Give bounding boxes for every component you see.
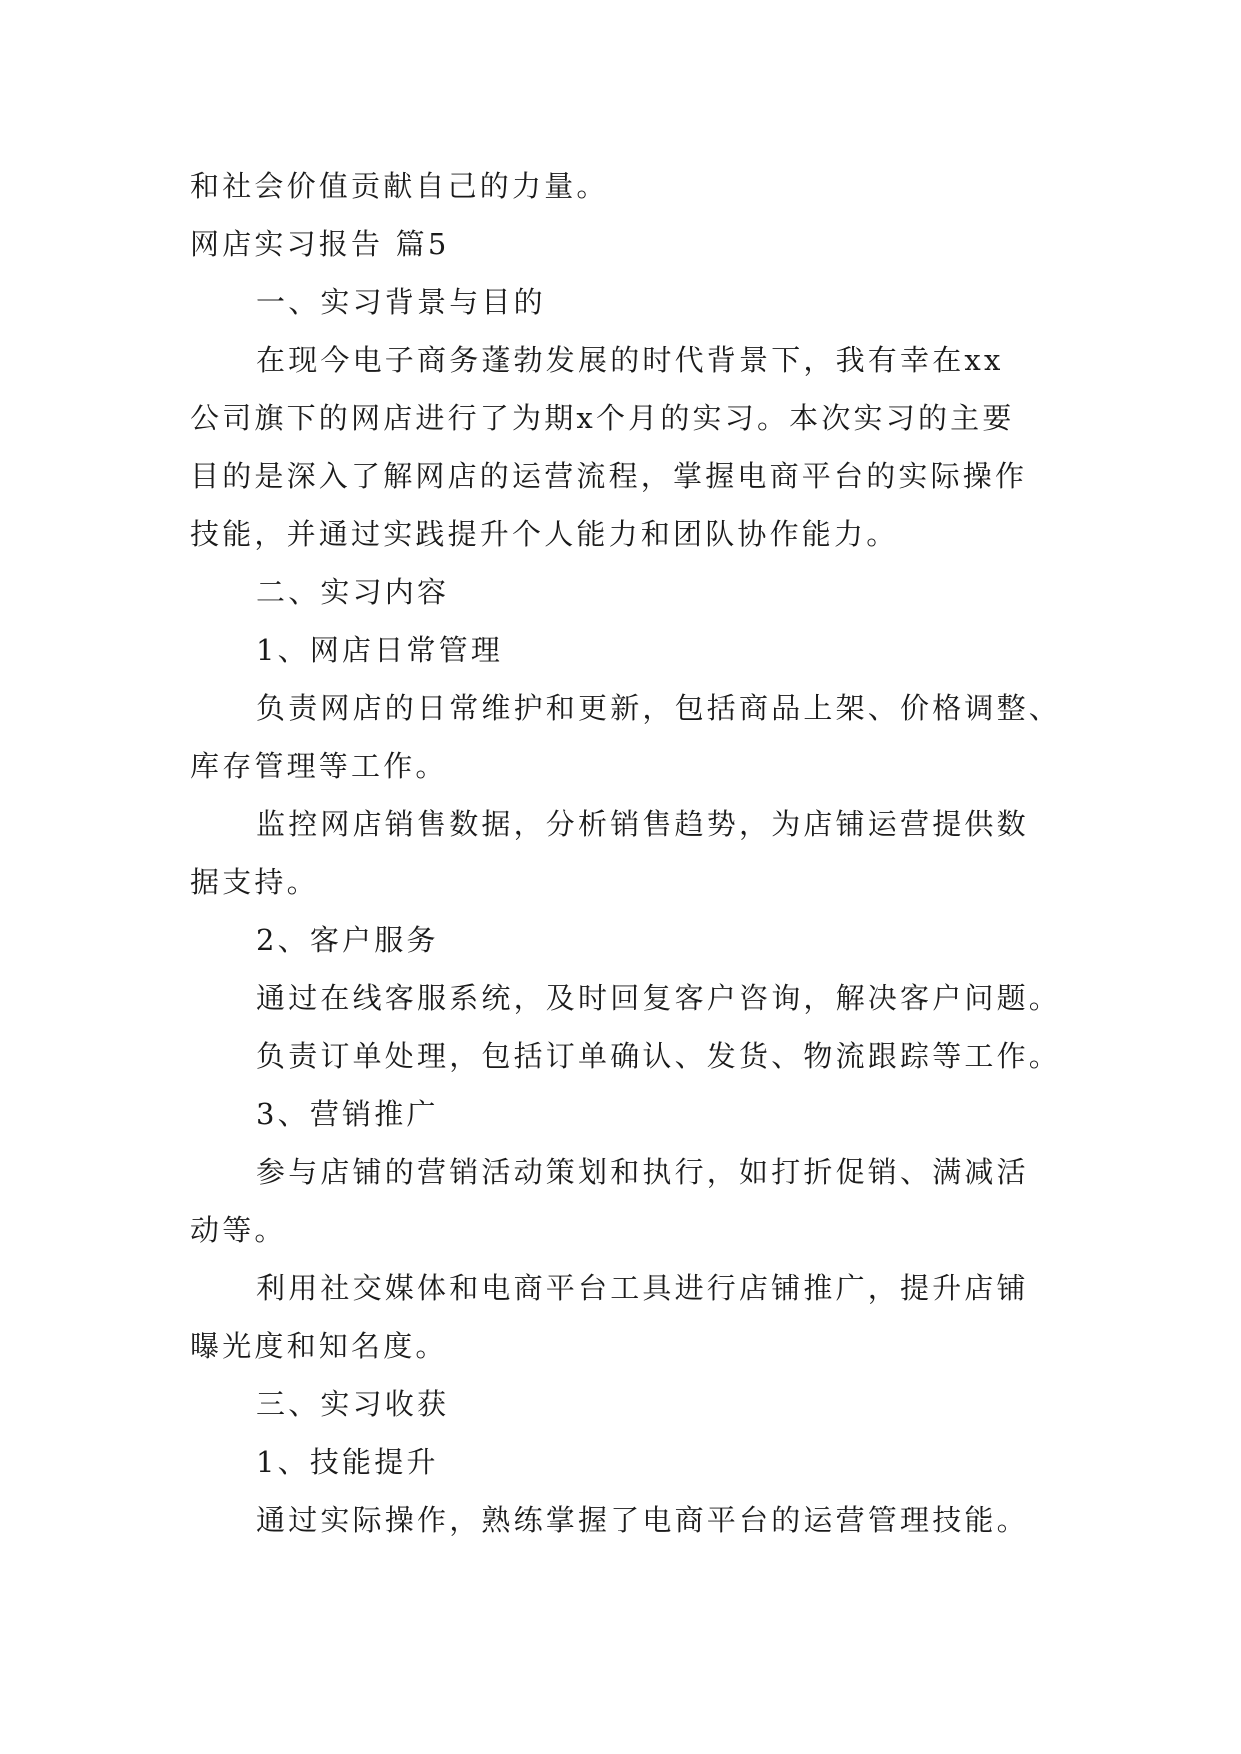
paragraph-line: 在现今电子商务蓬勃发展的时代背景下，我有幸在xx [256, 343, 1004, 377]
paragraph-line: 参与店铺的营销活动策划和执行，如打折促销、满减活 [256, 1155, 1029, 1189]
section-title: 网店实习报告 篇5 [190, 227, 450, 261]
heading-3: 三、实习收获 [256, 1387, 450, 1421]
paragraph-line: 通过实际操作，熟练掌握了电商平台的运营管理技能。 [256, 1503, 1029, 1537]
paragraph-line: 公司旗下的网店进行了为期x个月的实习。本次实习的主要 [190, 401, 1015, 435]
paragraph-line: 库存管理等工作。 [190, 749, 448, 783]
subheading: 1、网店日常管理 [256, 633, 504, 667]
paragraph-line: 利用社交媒体和电商平台工具进行店铺推广，提升店铺 [256, 1271, 1029, 1305]
paragraph-line: 通过在线客服系统，及时回复客户咨询，解决客户问题。 [256, 981, 1062, 1015]
heading-2: 二、实习内容 [256, 575, 450, 609]
paragraph-line: 目的是深入了解网店的运营流程，掌握电商平台的实际操作 [190, 459, 1028, 493]
heading-1: 一、实习背景与目的 [256, 285, 546, 319]
subheading: 2、客户服务 [256, 923, 439, 957]
paragraph-line: 曝光度和知名度。 [190, 1329, 448, 1363]
subheading: 3、营销推广 [256, 1097, 439, 1131]
paragraph-line: 负责网店的日常维护和更新，包括商品上架、价格调整、 [256, 691, 1062, 725]
subheading: 1、技能提升 [256, 1445, 439, 1479]
paragraph-line: 动等。 [190, 1213, 287, 1247]
paragraph-line: 和社会价值贡献自己的力量。 [190, 169, 609, 203]
paragraph-line: 据支持。 [190, 865, 319, 899]
paragraph-line: 负责订单处理，包括订单确认、发货、物流跟踪等工作。 [256, 1039, 1062, 1073]
paragraph-line: 监控网店销售数据，分析销售趋势，为店铺运营提供数 [256, 807, 1029, 841]
paragraph-line: 技能，并通过实践提升个人能力和团队协作能力。 [190, 517, 899, 551]
